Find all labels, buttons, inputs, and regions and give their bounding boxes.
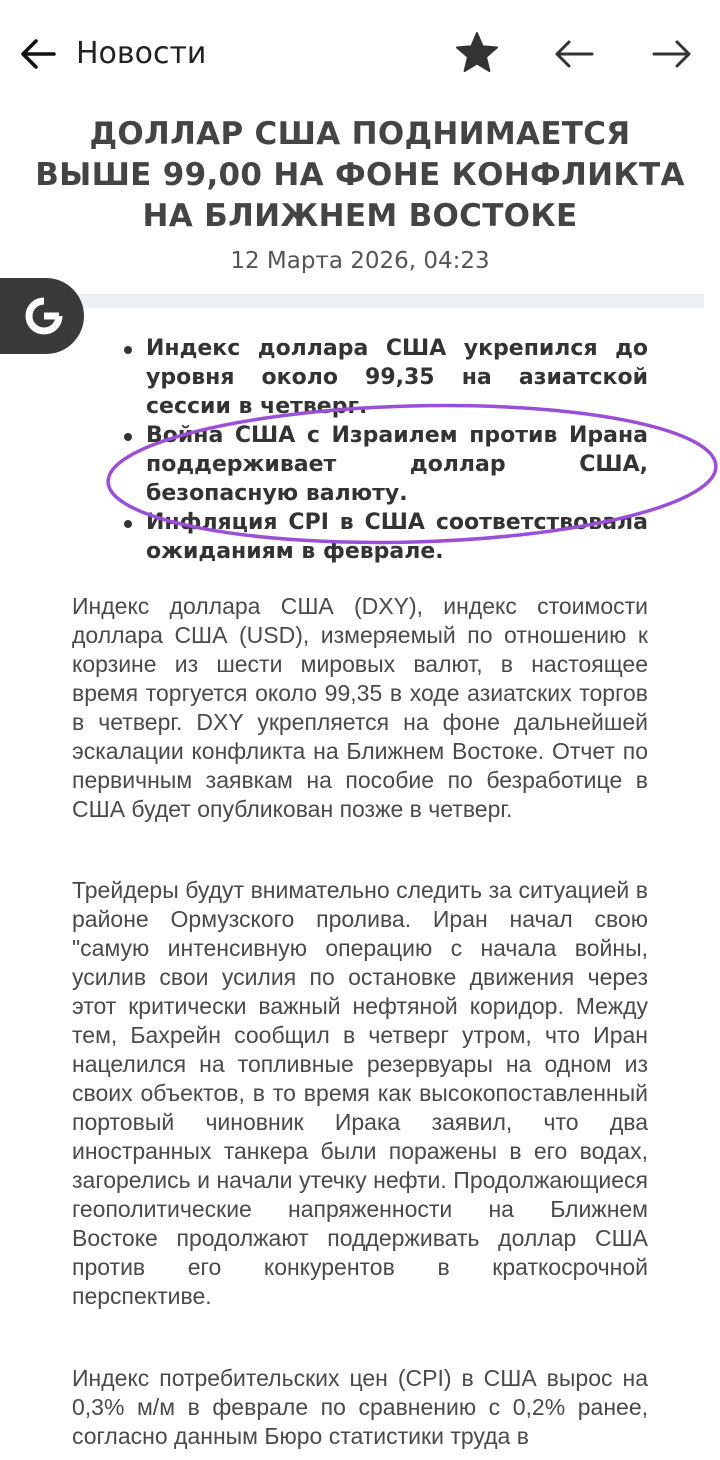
arrow-right-icon bbox=[650, 34, 694, 74]
arrow-left-icon bbox=[18, 34, 58, 74]
arrow-left-icon bbox=[552, 34, 596, 74]
key-points-list bbox=[72, 334, 648, 566]
article-date: 12 Марта 2026, 04:23 bbox=[230, 248, 490, 274]
floating-side-widget[interactable] bbox=[0, 278, 84, 354]
article-headline: ДОЛЛАР США ПОДНИМАЕТСЯ ВЫШЕ 99,00 НА ФОНЕ КОНФЛИКТА НА БЛИЖНЕМ ВОСТОКЕ bbox=[35, 116, 685, 234]
key-point-item: Инфляция CPI в США соответствовала ожиданиям в феврале. bbox=[72, 508, 648, 566]
top-app-bar bbox=[0, 0, 720, 108]
article-paragraph: Индекс доллара США (DXY), индекс стоимости доллара США (USD), измеряемый по отношению к корзине из шести мировых валют, в настоящее время торгуется около 99,35 в ходе азиатских торгов в четверг. DXY укрепляется на фоне дальнейшей эскалации конфликта на Ближнем Востоке. Отчет по первичным заявкам на пособие по безработице в США будет опубликован позже в четверг. bbox=[72, 593, 648, 822]
previous-article-button[interactable] bbox=[552, 34, 596, 74]
favorite-button[interactable] bbox=[454, 30, 500, 76]
app-logo-icon bbox=[20, 292, 68, 340]
article-paragraph: Трейдеры будут внимательно следить за ситуацией в районе Ормузского пролива. Иран начал свою "самую интенсивную операцию с начала войны, усилив свои усилия по остановке движения через этот критически важный нефтяной коридор. Между тем, Бахрейн сообщил в четверг утром, что Иран нацелился на топливные резервуары на одном из своих объектов, в то время как высокопоставленный портовый чиновник Ирака заявил, что два иностранных танкера были поражены в его водах, загорелись и начали утечку нефти. Продолжающиеся геополитические напряженности на Ближнем Востоке продолжают поддерживать доллар США против его конкурентов в краткосрочной перспективе. bbox=[72, 877, 648, 1309]
key-point-item: Война США с Израилем против Ирана поддерживает доллар США, безопасную валюту. bbox=[72, 421, 648, 508]
section-divider bbox=[78, 294, 704, 308]
article-paragraph: Индекс потребительских цен (CPI) в США вырос на 0,3% м/м в феврале по сравнению с 0,2% ранее, согласно данным Бюро статистики труда в bbox=[72, 1365, 648, 1449]
back-button[interactable] bbox=[18, 34, 58, 74]
next-article-button[interactable] bbox=[650, 34, 694, 74]
star-icon bbox=[454, 30, 500, 76]
screen-title: Новости bbox=[76, 36, 207, 71]
key-point-item: Индекс доллара США укрепился до уровня около 99,35 на азиатской сессии в четверг. bbox=[72, 334, 648, 421]
